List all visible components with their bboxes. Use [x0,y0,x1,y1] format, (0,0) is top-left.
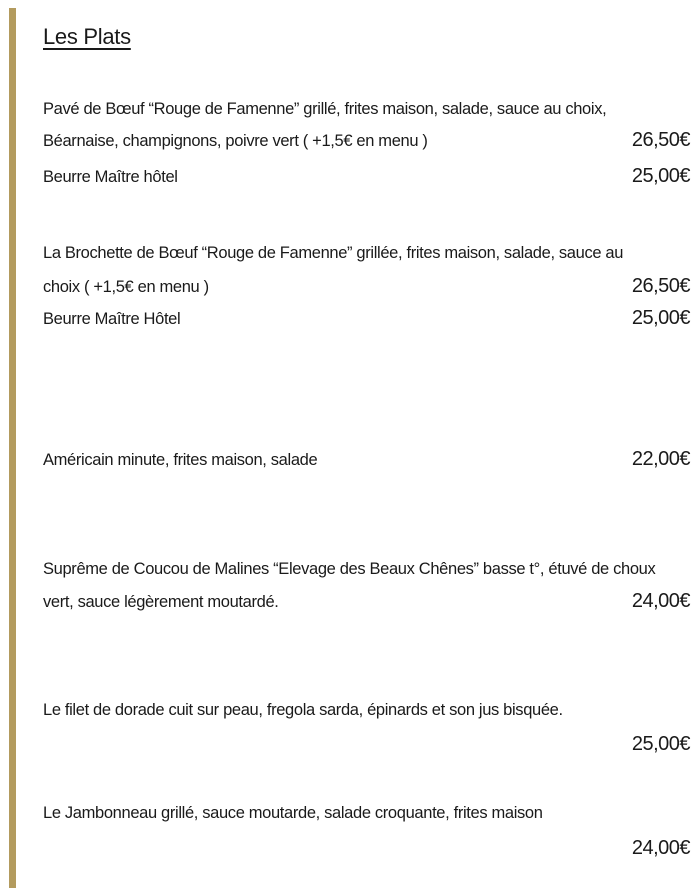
dish-price: 22,00€ [631,448,690,470]
dish-option: Beurre Maître hôtel [43,168,178,186]
dish-description: vert, sauce légèrement moutardé. [43,593,279,611]
gold-margin-bar [9,8,16,888]
dish-price: 25,00€ [631,733,690,755]
dish-price: 24,00€ [631,837,690,859]
dish-price: 24,00€ [631,590,690,612]
dish-price: 26,50€ [631,129,690,151]
dish-description: Américain minute, frites maison, salade [43,451,318,469]
dish-description: Suprême de Coucou de Malines “Elevage des Beaux Chênes” basse t°, étuvé de choux [43,560,656,578]
dish-description: La Brochette de Bœuf “Rouge de Famenne” grillée, frites maison, salade, sauce au [43,244,624,262]
dish-description: Pavé de Bœuf “Rouge de Famenne” grillé, frites maison, salade, sauce au choix, [43,100,607,118]
section-title: Les Plats [43,24,131,49]
dish-price: 26,50€ [631,275,690,297]
dish-description: Le Jambonneau grillé, sauce moutarde, salade croquante, frites maison [43,804,543,822]
dish-price: 25,00€ [631,165,690,187]
dish-option: Beurre Maître Hôtel [43,310,181,328]
dish-description: Béarnaise, champignons, poivre vert ( +1,5€ en menu ) [43,132,428,150]
dish-description: Le filet de dorade cuit sur peau, fregola sarda, épinards et son jus bisquée. [43,701,563,719]
dish-description: choix ( +1,5€ en menu ) [43,278,209,296]
dish-price: 25,00€ [631,307,690,329]
